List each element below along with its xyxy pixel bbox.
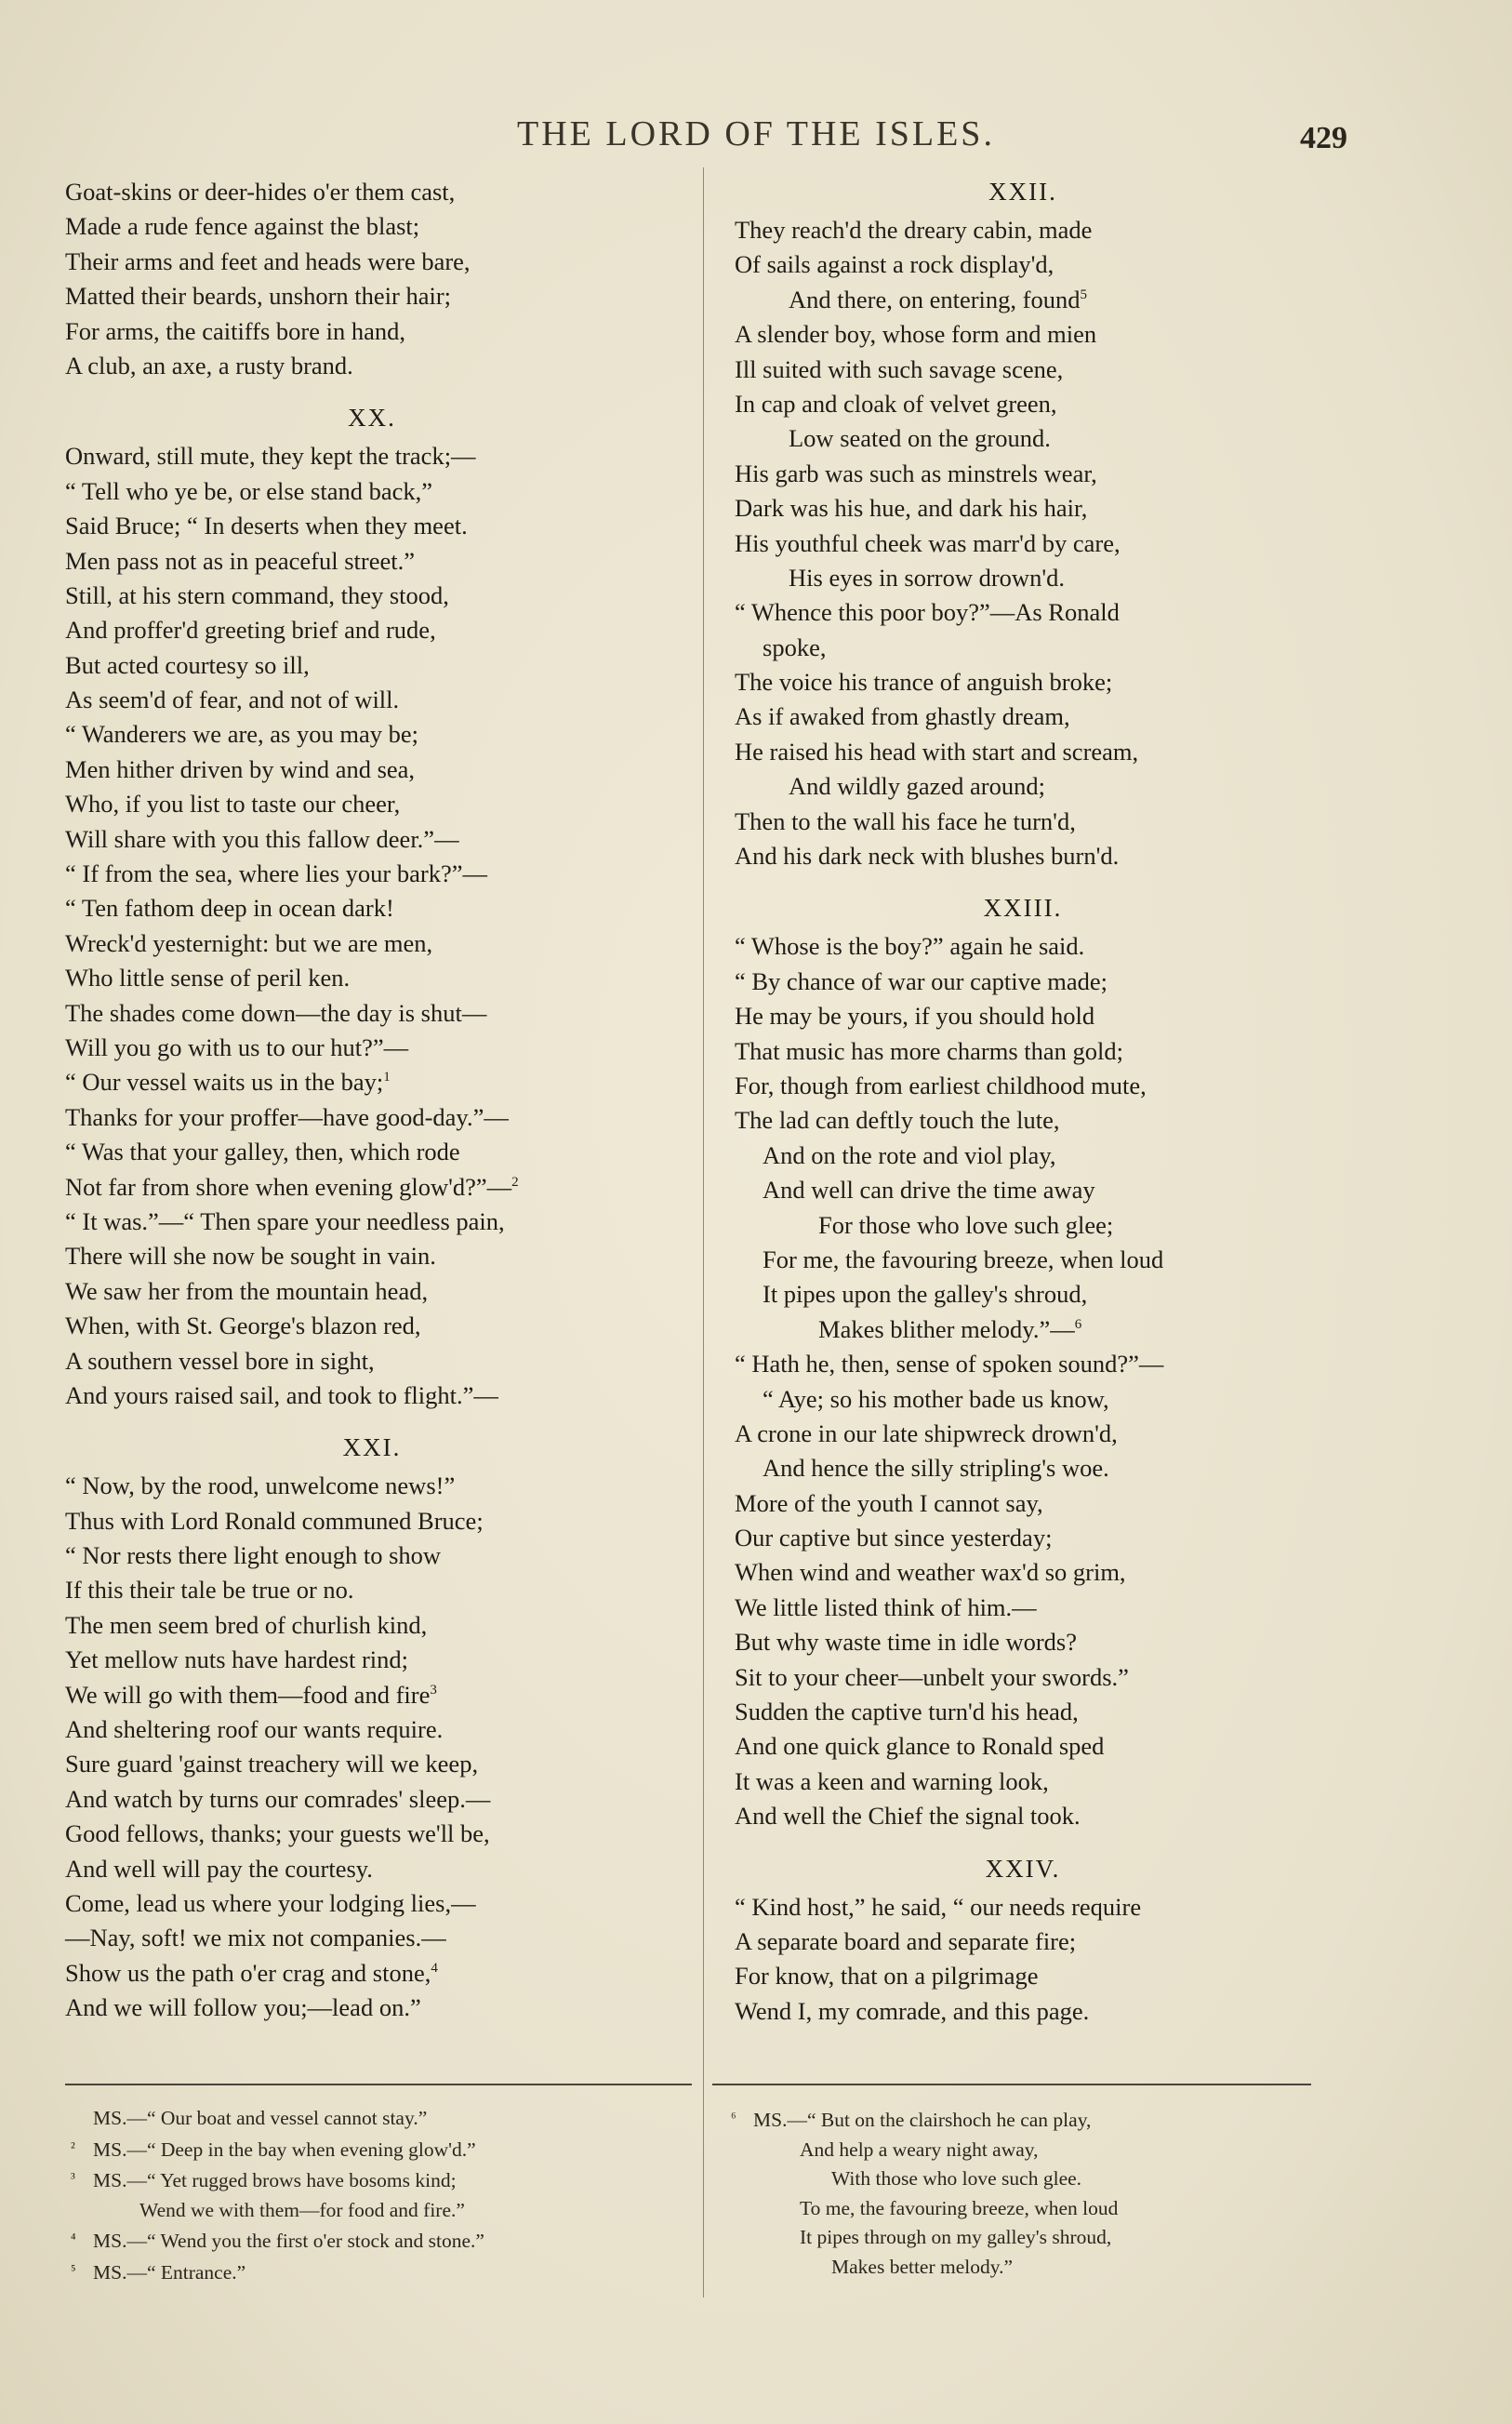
footnote: MS.—“ Our boat and vessel cannot stay.” (93, 2107, 428, 2129)
verse-line: He may be yours, if you should hold (735, 1002, 1095, 1031)
verse-line: And on the rote and viol play, (763, 1140, 1056, 1169)
footnote: It pipes through on my galley's shroud, (800, 2226, 1112, 2248)
verse-line: His eyes in sorrow drown'd. (789, 563, 1065, 592)
footnote-reference: 5 (1080, 286, 1087, 302)
running-title: THE LORD OF THE ISLES. (517, 114, 995, 153)
verse-line: “ Aye; so his mother bade us know, (763, 1384, 1109, 1413)
footnote: ³ MS.—“ Yet rugged brows have bosoms kind; (71, 2164, 684, 2196)
left-column (65, 175, 679, 2026)
stanza-title-xxi: XXI. (342, 1433, 402, 1462)
footnote-marker: ² (71, 2139, 75, 2156)
verse-line: Onward, still mute, they kept the track;— (65, 442, 476, 471)
footnote-marker: ³ (71, 2171, 75, 2187)
verse-line: “ Whence this poor boy?”—As Ronald (735, 598, 1120, 627)
verse-line: Who little sense of peril ken. (65, 964, 351, 992)
verse-line: Thus with Lord Ronald communed Bruce; (65, 1506, 484, 1535)
verse-line: The men seem bred of churlish kind, (65, 1610, 428, 1639)
footnote: ² MS.—“ Deep in the bay when evening glow'd.” (71, 2134, 684, 2165)
verse-line: Yet mellow nuts have hardest rind; (65, 1645, 408, 1674)
stanza-xxiii (735, 929, 1311, 1833)
verse-line: His youthful cheek was marr'd by care, (735, 528, 1121, 557)
verse-line: He raised his head with start and scream, (735, 737, 1139, 766)
verse-line: Said Bruce; “ In deserts when they meet. (65, 512, 468, 540)
verse-line: —Nay, soft! we mix not companies.— (65, 1924, 446, 1952)
verse-line: Show us the path o'er crag and stone,$^4$ (65, 1958, 438, 1987)
verse-line: And hence the silly stripling's woe. (763, 1454, 1109, 1483)
footnote: Makes better melody.” (831, 2255, 1014, 2278)
verse-line: “ Wanderers we are, as you may be; (65, 720, 418, 749)
stanza-xxii (735, 213, 1311, 873)
verse-line: We will go with them—food and fire$^3$ (65, 1680, 437, 1709)
verse-line: Goat-skins or deer-hides o'er them cast, (65, 178, 456, 206)
verse-line: Then to the wall his face he turn'd, (735, 806, 1076, 835)
stanza-title-xx: XX. (348, 404, 396, 433)
verse-line: Men pass not as in peaceful street.” (65, 546, 416, 575)
footnote-marker: ⁵ (71, 2262, 76, 2279)
verse-line: Not far from shore when evening glow'd?”—$^2$ (65, 1172, 519, 1201)
footnote: And help a weary night away, (800, 2138, 1039, 2161)
verse-line: Sit to your cheer—unbelt your swords.” (735, 1662, 1129, 1691)
stanza-xx (65, 439, 679, 1413)
stanza-xxi (65, 1469, 679, 2025)
verse-line: A club, an axe, a rusty brand. (65, 351, 353, 380)
footnote-marker: ⁶ (731, 2111, 736, 2126)
verse-line: They reach'd the dreary cabin, made (735, 216, 1093, 244)
verse-line: And well will pay the courtesy. (65, 1854, 373, 1883)
verse-line: “ Nor rests there light enough to show (65, 1541, 442, 1570)
verse-line: Our captive but since yesterday; (735, 1524, 1053, 1552)
verse-line: Makes blither melody.”—$^6$ (818, 1314, 1082, 1343)
verse-line: When, with St. George's blazon red, (65, 1312, 421, 1340)
verse-line: Their arms and feet and heads were bare, (65, 246, 471, 275)
verse-line: But why waste time in idle words? (735, 1628, 1077, 1657)
footnotes-right (731, 2104, 1307, 2282)
verse-line: It was a keen and warning look, (735, 1766, 1049, 1795)
verse-line: Come, lead us where your lodging lies,— (65, 1888, 476, 1917)
verse-line: For those who love such glee; (818, 1210, 1114, 1239)
page-number: 429 (1300, 121, 1347, 155)
verse-line: Still, at his stern command, they stood, (65, 580, 449, 609)
right-column (735, 175, 1311, 2029)
verse-line: Wend I, my comrade, and this page. (735, 1996, 1090, 2025)
verse-line: For know, that on a pilgrimage (735, 1962, 1039, 1991)
verse-line: Men hither driven by wind and sea, (65, 754, 416, 783)
verse-line: “ By chance of war our captive made; (735, 966, 1107, 995)
footnotes-left (71, 2104, 684, 2287)
verse-line: His garb was such as minstrels wear, (735, 459, 1097, 487)
verse-line: As seem'd of fear, and not of will. (65, 686, 400, 714)
verse-line: We saw her from the mountain head, (65, 1276, 429, 1305)
verse-line: We little listed think of him.— (735, 1592, 1037, 1621)
verse-line: That music has more charms than gold; (735, 1036, 1124, 1065)
verse-line: More of the youth I cannot say, (735, 1488, 1043, 1517)
footnote-marker: ⁴ (71, 2231, 76, 2247)
verse-line: For, though from earliest childhood mute, (735, 1071, 1147, 1099)
verse-line: “ If from the sea, where lies your bark?”— (65, 859, 487, 888)
verse-line: A slender boy, whose form and mien (735, 320, 1097, 349)
verse-line: And one quick glance to Ronald sped (735, 1732, 1105, 1761)
verse-line: “ Now, by the rood, unwelcome news!” (65, 1472, 456, 1500)
verse-line: A southern vessel bore in sight, (65, 1346, 375, 1375)
footnote: ⁵ MS.—“ Entrance.” (71, 2257, 684, 2288)
stanza-title-xxii: XXII. (988, 178, 1057, 206)
verse-line: Dark was his hue, and dark his hair, (735, 494, 1088, 523)
verse-line: There will she now be sought in vain. (65, 1242, 436, 1271)
verse-line: When wind and weather wax'd so grim, (735, 1558, 1126, 1587)
verse-line: Of sails against a rock display'd, (735, 250, 1054, 279)
verse-line: spoke, (763, 633, 827, 661)
verse-line: For me, the favouring breeze, when loud (763, 1245, 1164, 1273)
column-divider (703, 167, 704, 2297)
verse-line: It pipes upon the galley's shroud, (763, 1280, 1088, 1309)
stanza-xxiv (735, 1890, 1311, 2030)
verse-line: Who, if you list to taste our cheer, (65, 790, 401, 819)
verse-line: And well the Chief the signal took. (735, 1802, 1081, 1831)
verse-line: And his dark neck with blushes burn'd. (735, 842, 1120, 871)
footnote: With those who love such glee. (831, 2167, 1082, 2190)
footnote: ⁶ MS.—“ But on the clairshoch he can play, (731, 2104, 1307, 2136)
verse-line: In cap and cloak of velvet green, (735, 389, 1057, 418)
verse-line: And there, on entering, found$^5$ (789, 285, 1087, 313)
verse-line: And we will follow you;—lead on.” (65, 1993, 421, 2022)
verse-line: And sheltering roof our wants require. (65, 1715, 444, 1744)
footnote-reference: 3 (430, 1682, 437, 1698)
stanza-title-xxiii: XXIII. (983, 894, 1063, 923)
footnote: To me, the favouring breeze, when loud (800, 2196, 1119, 2219)
verse-line: “ Whose is the boy?” again he said. (735, 932, 1085, 961)
verse-line: “ Hath he, then, sense of spoken sound?”— (735, 1350, 1164, 1378)
verse-line: Ill suited with such savage scene, (735, 354, 1064, 383)
verse-line: “ It was.”—“ Then spare your needless pain, (65, 1206, 505, 1235)
footnote-reference: 6 (1074, 1316, 1082, 1332)
verse-line: And yours raised sail, and took to flight.”— (65, 1380, 498, 1409)
verse-line: And wildly gazed around; (789, 772, 1045, 801)
verse-line: The shades come down—the day is shut— (65, 998, 487, 1027)
verse-line: But acted courtesy so ill, (65, 650, 310, 679)
verse-line: Thanks for your proffer—have good-day.”— (65, 1102, 509, 1131)
footnote-rule-right (712, 2084, 1311, 2085)
verse-line: Low seated on the ground. (789, 424, 1051, 453)
footnote: ⁴ MS.—“ Wend you the first o'er stock and stone.” (71, 2225, 684, 2257)
stanza-title-xxiv: XXIV. (985, 1854, 1061, 1883)
verse-line: Sure guard 'gainst treachery will we keep, (65, 1750, 479, 1778)
verse-line: As if awaked from ghastly dream, (735, 702, 1070, 731)
verse-line: Will share with you this fallow deer.”— (65, 824, 459, 853)
intro-verse (65, 175, 679, 383)
verse-line: “ Ten fathom deep in ocean dark! (65, 894, 394, 923)
verse-line: Matted their beards, unshorn their hair; (65, 282, 452, 311)
verse-line: “ Our vessel waits us in the bay;$^1$ (65, 1068, 391, 1097)
verse-line: “ Kind host,” he said, “ our needs require (735, 1892, 1142, 1921)
footnote: Wend we with them—for food and fire.” (139, 2198, 465, 2221)
footnote-rule-left (65, 2084, 692, 2085)
verse-line: If this their tale be true or no. (65, 1576, 354, 1605)
verse-line: A crone in our late shipwreck drown'd, (735, 1418, 1118, 1447)
verse-line: Wreck'd yesternight: but we are men, (65, 928, 433, 957)
verse-line: And proffer'd greeting brief and rude, (65, 616, 436, 645)
verse-line: For arms, the caitiffs bore in hand, (65, 316, 406, 345)
verse-line: Made a rude fence against the blast; (65, 212, 420, 241)
verse-line: And watch by turns our comrades' sleep.— (65, 1784, 491, 1813)
verse-line: A separate board and separate fire; (735, 1926, 1077, 1955)
footnote-reference: 1 (383, 1070, 391, 1085)
verse-line: Sudden the captive turn'd his head, (735, 1698, 1079, 1726)
verse-line: “ Was that your galley, then, which rode (65, 1138, 460, 1166)
verse-line: The voice his trance of anguish broke; (735, 668, 1113, 697)
verse-line: The lad can deftly touch the lute, (735, 1106, 1060, 1135)
verse-line: And well can drive the time away (763, 1176, 1095, 1205)
footnote-reference: 4 (431, 1960, 438, 1976)
footnote-reference: 2 (511, 1174, 519, 1190)
verse-line: “ Tell who ye be, or else stand back,” (65, 476, 433, 505)
verse-line: Good fellows, thanks; your guests we'll be, (65, 1819, 490, 1848)
verse-line: Will you go with us to our hut?”— (65, 1032, 409, 1061)
